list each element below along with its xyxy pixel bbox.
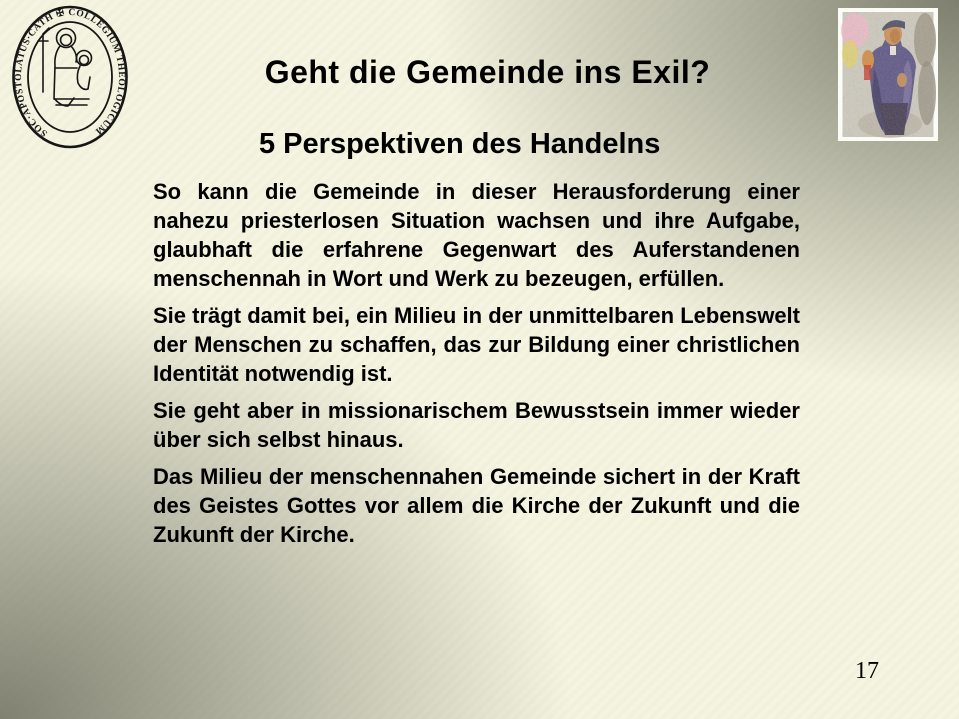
slide-title: Geht die Gemeinde ins Exil?: [264, 54, 711, 90]
paragraph-4: Das Milieu der menschennahen Gemeinde sichert in der Kraft des Geistes Gottes vor allem die Kirche der Zukunft und die Zukunft der Kirche.: [153, 464, 800, 547]
paragraph-1: So kann die Gemeinde in dieser Herausforderung einer nahezu priesterlosen Situation wachsen und ihre Aufgabe, glaubhaft die erfahrene Gegenwart des Auferstandenen menschennah in Wort und Werk zu bezeugen, erfüllen.: [153, 179, 800, 291]
slide-subtitle: 5 Perspektiven des Handelns: [259, 128, 661, 160]
page-number: 17: [855, 658, 879, 684]
seal-inscription: SOC·APOSTOLATUS·CATH ✠ COLLEGIUM THEOLOGICUM: [13, 7, 127, 138]
paragraph-2: Sie trägt damit bei, ein Milieu in der unmittelbaren Lebenswelt der Menschen zu schaffen, das zur Bildung einer christlichen Identität notwendig ist.: [153, 303, 800, 386]
slide-body: [153, 177, 800, 557]
paragraph-3: Sie geht aber in missionarischem Bewusstsein immer wieder über sich selbst hinaus.: [153, 398, 800, 452]
